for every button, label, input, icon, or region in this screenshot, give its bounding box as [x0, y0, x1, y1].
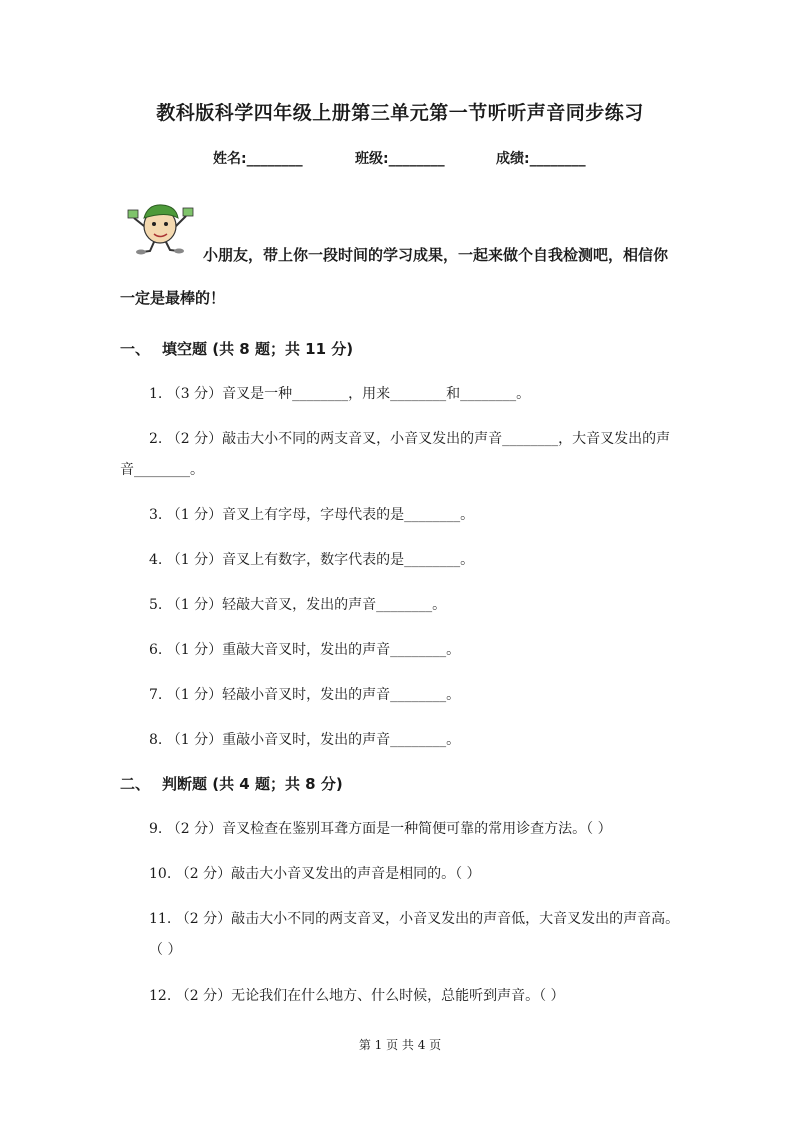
question-12: 12. （2 分）无论我们在什么地方、什么时候，总能听到声音。（ ） — [149, 988, 565, 1004]
name-field: 姓名:________ — [213, 151, 303, 167]
section1-number: 一、 — [120, 340, 151, 358]
page-title: 教科版科学四年级上册第三单元第一节听听声音同步练习 — [156, 102, 644, 124]
question-4: 4. （1 分）音叉上有数字，数字代表的是________。 — [149, 552, 475, 568]
intro-text-line1: 小朋友，带上你一段时间的学习成果，一起来做个自我检测吧，相信你 — [203, 246, 669, 264]
question-5: 5. （1 分）轻敲大音叉，发出的声音________。 — [149, 597, 447, 613]
question-3: 3. （1 分）音叉上有字母，字母代表的是________。 — [149, 507, 475, 523]
question-1: 1. （3 分）音叉是一种________，用来________和________。 — [149, 386, 531, 402]
question-10: 10. （2 分）敲击大小音叉发出的声音是相同的。（ ） — [149, 866, 481, 882]
score-field: 成绩:________ — [496, 151, 586, 167]
class-field: 班级:________ — [355, 151, 445, 167]
question-11-line1: 11. （2 分）敲击大小不同的两支音叉，小音叉发出的声音低，大音叉发出的声音高。 — [149, 911, 680, 927]
question-6: 6. （1 分）重敲大音叉时，发出的声音________。 — [149, 642, 461, 658]
question-11-line2: （ ） — [149, 942, 182, 958]
section2-heading: 判断题 (共 4 题；共 8 分) — [162, 775, 343, 793]
section1-heading: 填空题 (共 8 题；共 11 分) — [162, 340, 354, 358]
page-footer: 第 1 页 共 4 页 — [358, 1038, 442, 1052]
question-7: 7. （1 分）轻敲小音叉时，发出的声音________。 — [149, 687, 461, 703]
mascot-illustration — [126, 196, 196, 256]
section2-number: 二、 — [120, 775, 151, 793]
question-2-line1: 2. （2 分）敲击大小不同的两支音叉，小音叉发出的声音________，大音叉发出的声 — [149, 431, 671, 447]
question-2-line2: 音________。 — [120, 462, 204, 478]
intro-text-line2: 一定是最棒的！ — [120, 289, 226, 307]
question-8: 8. （1 分）重敲小音叉时，发出的声音________。 — [149, 732, 461, 748]
question-9: 9. （2 分）音叉检查在鉴别耳聋方面是一种简便可靠的常用诊查方法。（ ） — [149, 821, 612, 837]
